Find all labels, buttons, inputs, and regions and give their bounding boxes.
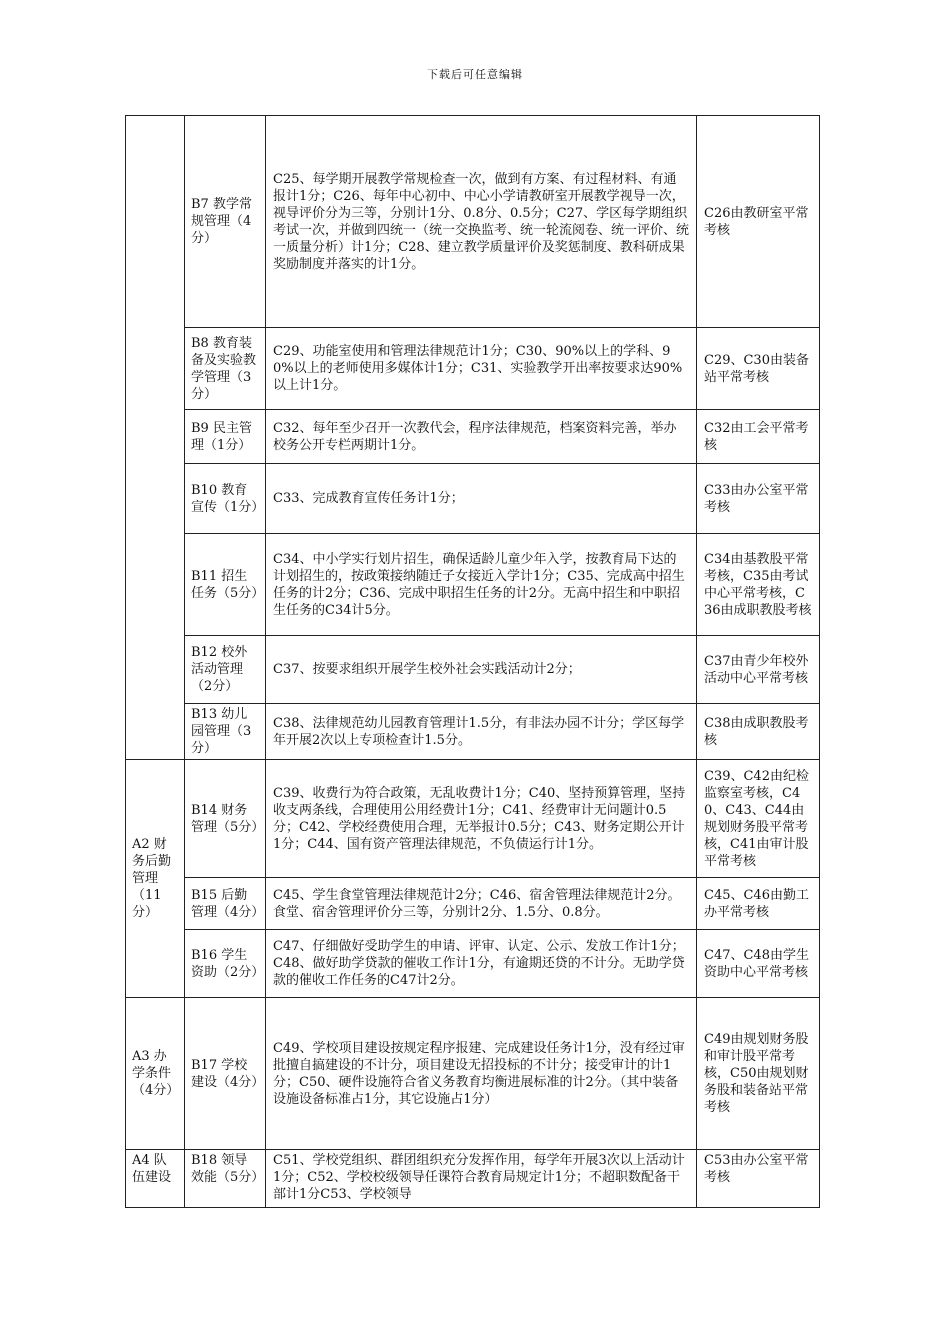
assessor-cell: C32由工会平常考核 <box>697 410 820 464</box>
table-row <box>126 998 820 1150</box>
assessor-cell: C26由教研室平常考核 <box>697 116 820 328</box>
criteria-cell: C49、学校项目建设按规定程序报建、完成建设任务计1分，没有经过审批擅自搞建设的不计分，项目建设无招投标的不计分；接受审计的计1分；C50、硬件设施符合省义务教育均衡进展标准的计2分。（其中装备设施设备标准占1分，其它设施占1分） <box>266 998 697 1150</box>
table-row <box>126 1150 820 1208</box>
item-cell: B12 校外活动管理（2分） <box>185 636 266 704</box>
assessor-cell: C33由办公室平常考核 <box>697 464 820 534</box>
criteria-cell: C37、按要求组织开展学生校外社会实践活动计2分； <box>266 636 697 704</box>
assessor-cell: C29、C30由装备站平常考核 <box>697 328 820 410</box>
criteria-cell: C38、法律规范幼儿园教育管理计1.5分，有非法办园不计分；学区每学年开展2次以上专项检查计1.5分。 <box>266 704 697 760</box>
criteria-cell: C51、学校党组织、群团组织充分发挥作用，每学年开展3次以上活动计1分；C52、学校校级领导任课符合教育局规定计1分；不超职数配备干部计1分C53、学校领导 <box>266 1150 697 1208</box>
table-row <box>126 760 820 878</box>
assessor-cell: C38由成职教股考核 <box>697 704 820 760</box>
assessor-cell: C45、C46由勤工办平常考核 <box>697 878 820 930</box>
criteria-cell: C39、收费行为符合政策，无乱收费计1分；C40、坚持预算管理，坚持收支两条线，合理使用公用经费计1分；C41、经费审计无问题计0.5分；C42、学校经费使用合理，无举报计0.5分；C43、财务定期公开计1分；C44、国有资产管理法律规范，不负债运行计1分。 <box>266 760 697 878</box>
item-cell: B8 教育装备及实验教学管理（3分） <box>185 328 266 410</box>
criteria-cell: C33、完成教育宣传任务计1分； <box>266 464 697 534</box>
table-row <box>126 116 820 328</box>
page-header: 下载后可任意编辑 <box>427 68 523 81</box>
category-cell: A4 队伍建设 <box>126 1150 185 1208</box>
item-cell: B18 领导效能（5分） <box>185 1150 266 1208</box>
item-cell: B11 招生任务（5分） <box>185 534 266 636</box>
table-row <box>126 704 820 760</box>
criteria-cell: C29、功能室使用和管理法律规范计1分；C30、90%以上的学科、90%以上的老师使用多媒体计1分；C31、实验教学开出率按要求达90%以上计1分。 <box>266 328 697 410</box>
category-cell <box>126 116 185 760</box>
item-cell: B17 学校建设（4分） <box>185 998 266 1150</box>
criteria-cell: C32、每年至少召开一次教代会，程序法律规范，档案资料完善，举办校务公开专栏两期计1分。 <box>266 410 697 464</box>
table-row <box>126 930 820 998</box>
category-cell: A3 办学条件（4分） <box>126 998 185 1150</box>
item-cell: B13 幼儿园管理（3分） <box>185 704 266 760</box>
table-row <box>126 328 820 410</box>
item-cell: B16 学生资助（2分） <box>185 930 266 998</box>
table-row <box>126 410 820 464</box>
assessor-cell: C39、C42由纪检监察室考核，C40、C43、C44由规划财务股平常考核，C41由审计股平常考核 <box>697 760 820 878</box>
assessor-cell: C53由办公室平常考核 <box>697 1150 820 1208</box>
assessor-cell: C37由青少年校外活动中心平常考核 <box>697 636 820 704</box>
assessor-cell: C49由规划财务股和审计股平常考核，C50由规划财务股和装备站平常考核 <box>697 998 820 1150</box>
table-row <box>126 636 820 704</box>
evaluation-table <box>125 115 820 1208</box>
item-cell: B9 民主管理（1分） <box>185 410 266 464</box>
criteria-cell: C45、学生食堂管理法律规范计2分；C46、宿舍管理法律规范计2分。食堂、宿舍管理评价分三等，分别计2分、1.5分、0.8分。 <box>266 878 697 930</box>
item-cell: B10 教育宣传（1分） <box>185 464 266 534</box>
criteria-cell: C47、仔细做好受助学生的申请、评审、认定、公示、发放工作计1分；C48、做好助学贷款的催收工作计1分，有逾期还贷的不计分。无助学贷款的催收工作任务的C47计2分。 <box>266 930 697 998</box>
table-row <box>126 464 820 534</box>
assessor-cell: C34由基教股平常考核，C35由考试中心平常考核，C36由成职教股考核 <box>697 534 820 636</box>
category-cell: A2 财务后勤管理（11分） <box>126 760 185 998</box>
criteria-cell: C25、每学期开展教学常规检查一次，做到有方案、有过程材料、有通报计1分；C26、每年中心初中、中心小学请教研室开展教学视导一次，视导评价分为三等，分别计1分、0.8分、0.5分；C27、学区每学期组织考试一次，并做到四统一（统一交换监考、统一轮流阅卷、统一评价、统一质量分析）计1分；C28、建立教学质量评价及奖惩制度、教科研成果奖励制度并落实的计1分。 <box>266 116 697 328</box>
criteria-cell: C34、中小学实行划片招生，确保适龄儿童少年入学，按教育局下达的计划招生的，按政策接纳随迁子女接近入学计1分；C35、完成高中招生任务的计2分；C36、完成中职招生任务的计2分。无高中招生和中职招生任务的C34计5分。 <box>266 534 697 636</box>
item-cell: B7 教学常规管理（4分） <box>185 116 266 328</box>
item-cell: B14 财务管理（5分） <box>185 760 266 878</box>
item-cell: B15 后勤管理（4分） <box>185 878 266 930</box>
assessor-cell: C47、C48由学生资助中心平常考核 <box>697 930 820 998</box>
table-row <box>126 534 820 636</box>
table-row <box>126 878 820 930</box>
